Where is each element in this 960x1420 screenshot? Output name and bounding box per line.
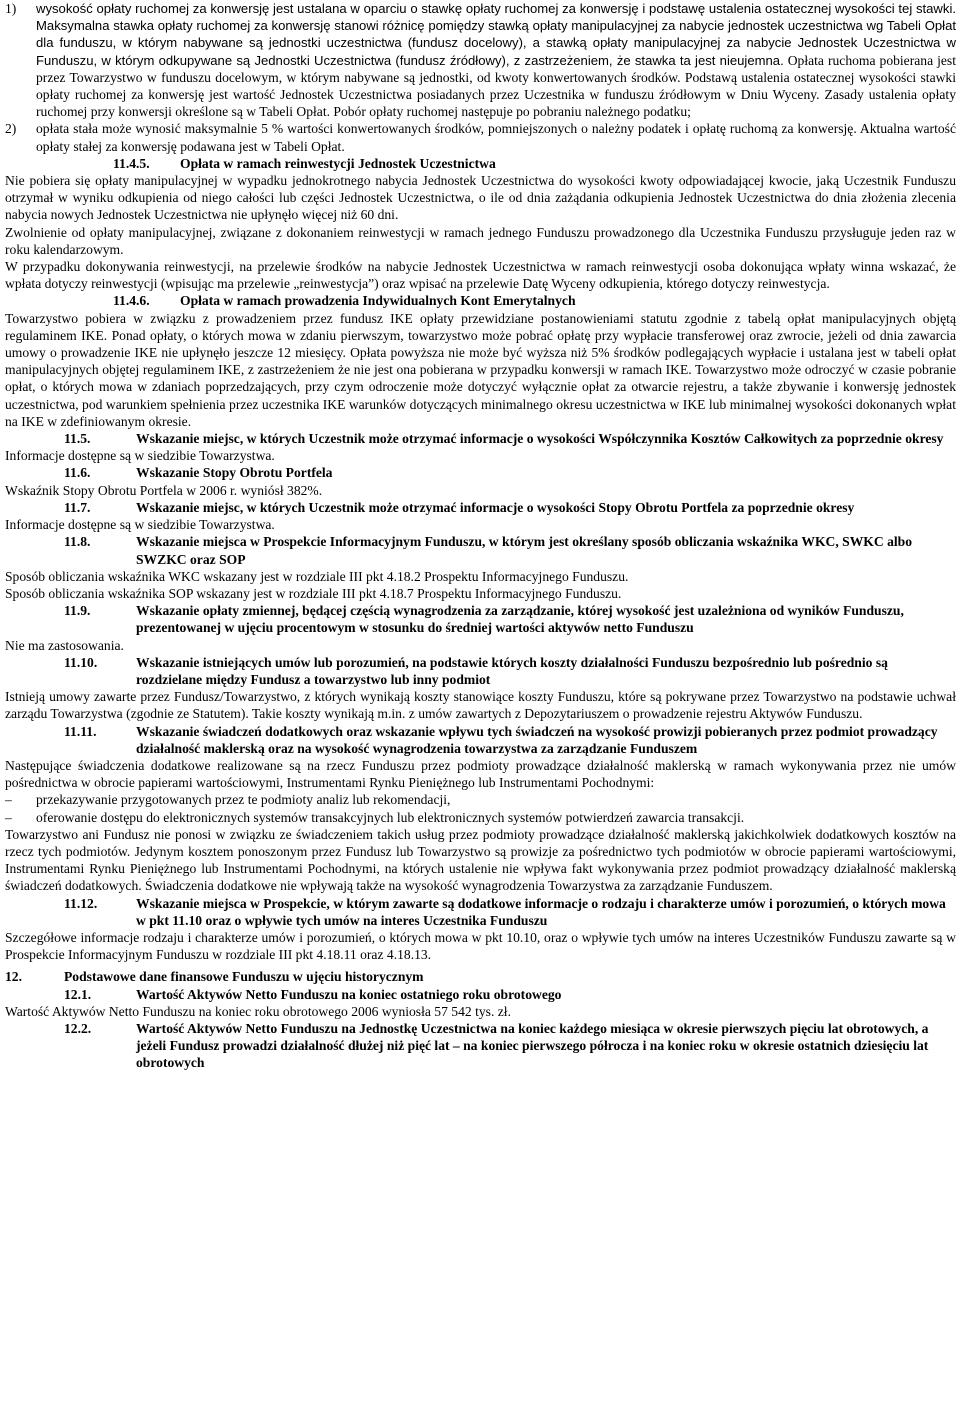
paragraph: Nie pobiera się opłaty manipulacyjnej w wypadku jednokrotnego nabycia Jednostek Uczestnictwa do wysokości kwoty odpowiadającej kwocie, jaką Uczestnik Funduszu otrzymał w wyniku odkupienia od niego całości lub części Jednostek Uczestnictwa, o ile od dnia zażądania odkupienia Jednostek Uczestnictwa do dnia złożenia zlecenia nabycia nowych Jednostek Uczestnictwa nie upłynęło więcej niż 60 dni. — [5, 173, 956, 223]
list-item — [5, 0, 956, 120]
section-number: 11.10. — [64, 654, 98, 670]
list-item-text: wysokość opłaty ruchomej za konwersję jest ustalana w oparciu o stawkę opłaty ruchomej za konwersję i podstawę ustalenia ostatecznej wysokości tej stawki. Maksymalna stawka opłaty ruchomej za konwersję stanowi różnicę pomiędzy stawką opłaty manipulacyjnej za nabycie jednostek uczestnictwa wg Tabeli Opłat dla funduszu, w którym nabywane są jednostki uczestnictwa (fundusz docelowy), a stawką opłaty manipulacyjnej za nabycie Jednostek Uczestnictwa w Funduszu, w którym odkupywane są Jednostki Uczestnictwa (fundusz źródłowy), z zastrzeżeniem, że stawka ta jest nieujemna. — [36, 1, 956, 68]
dash-marker: – — [5, 809, 12, 825]
paragraph: Następujące świadczenia dodatkowe realizowane są na rzecz Funduszu przez podmioty prowadzące działalność maklerską w ramach wykonywania przez nie umów pośrednictwa w obrocie papierami wartościowymi, Instrumentami Rynku Pieniężnego lub Instrumentami Pochodnymi: — [5, 757, 956, 791]
section-title: Wskazanie Stopy Obrotu Portfela — [136, 465, 333, 481]
section-number: 11.7. — [64, 499, 91, 515]
section-number: 11.11. — [64, 723, 97, 739]
paragraph: Sposób obliczania wskaźnika WKC wskazany jest w rozdziale III pkt 4.18.2 Prospektu Informacyjnego Funduszu. — [5, 568, 629, 584]
section-title: Wskazanie miejsc, w których Uczestnik może otrzymać informacje o wysokości Stopy Obrotu Portfela za poprzednie okresy — [136, 499, 855, 515]
section-title: Wskazanie miejsc, w których Uczestnik może otrzymać informacje o wysokości Współczynnika Kosztów Całkowitych za poprzednie okresy — [136, 431, 944, 447]
section-number: 11.4.6. — [113, 293, 150, 309]
section-heading — [5, 533, 956, 567]
section-heading — [5, 292, 956, 309]
section-heading — [5, 499, 956, 516]
paragraph: Sposób obliczania wskaźnika SOP wskazany jest w rozdziale III pkt 4.18.7 Prospektu Informacyjnego Funduszu. — [5, 585, 622, 601]
paragraph: Towarzystwo pobiera w związku z prowadzeniem przez fundusz IKE opłaty przewidziane postanowieniami statutu zgodnie z tabelą opłat manipulacyjnych objętą regulaminem IKE. Ponad opłaty, o których mowa w zdaniu pierwszym, towarzystwo może pobrać opłatę przy wypłacie transferowej oraz zwrocie, jeżeli od dnia zawarcia umowy o prowadzenie IKE nie upłynęło jeszcze 12 miesięcy. Opłata powyższa nie może być wyższa niż 5% środków podlegających wypłacie i ustalana jest w tabeli opłat manipulacyjnych objętej regulaminem IKE, z zastrzeżeniem że nie jest ona pobierana w przypadku konwersji w ramach IKE. Towarzystwo może odroczyć w czasie pobranie opłat, o których mowa w zdaniach poprzedzających, przy czym odroczenie może dotyczyć wyłącznie opłat za otwarcie rejestru, a także zbywanie i konwersję jednostek uczestnictwa, pod warunkiem spełnienia przez uczestnika IKE warunków dotyczących minimalnego okresu uczestnictwa w IKE lub minimalnej wysokości dokonanych wpłat na IKE w zdefiniowanym okresie. — [5, 310, 956, 429]
list-item-text: Opłata ruchoma pobierana jest przez Towarzystwo w funduszu docelowym, w którym nabywane są jednostki, od kwoty konwertowanych środków. Podstawą ustalenia ostatecznej wysokości stawki opłaty ruchomej za konwersję jest wartość Jednostek Uczestnictwa posiadanych przez Uczestnika w funduszu źródłowym w Dniu Wyceny. Zasady ustalenia opłaty ruchomej przy konwersji określone są w Tabeli Opłat. Pobór opłaty ruchomej następuje po pobraniu należnego podatku; — [36, 52, 956, 120]
section-heading — [5, 654, 956, 688]
section-title: Wskazanie miejsca w Prospekcie Informacyjnym Funduszu, w którym jest określany sposób obliczania wskaźnika WKC, SWKC albo SWZKC oraz SOP — [136, 534, 913, 567]
section-heading — [5, 155, 956, 172]
section-title: Wskazanie miejsca w Prospekcie, w którym zawarte są dodatkowe informacje o rodzaju i charakterze umów i porozumień, o których mowa w pkt 11.10 oraz o wpływie tych umów na interes Uczestnika Funduszu — [136, 895, 946, 928]
section-number: 11.9. — [64, 603, 91, 619]
section-heading — [5, 430, 956, 447]
list-item — [5, 120, 956, 154]
section-title: Wartość Aktywów Netto Funduszu na Jednostkę Uczestnictwa na koniec każdego miesiąca w okresie pierwszych pięciu lat obrotowych, a jeżeli Fundusz prowadzi działalność dłużej niż pięć lat – na koniec pierwszego półrocza i na koniec roku w okresie ostatnich dziesięciu lat obrotowych — [136, 1020, 929, 1071]
list-item-text: opłata stała może wynosić maksymalnie 5 % wartości konwertowanych środków, pomniejszonych o należny podatek i opłatę ruchomą za konwersję. Aktualna wartość opłaty stałej za konwersję podawana jest w Tabeli Opłat. — [36, 121, 956, 154]
paragraph: Zwolnienie od opłaty manipulacyjnej, związane z dokonaniem reinwestycji w ramach jednego Funduszu prowadzonego dla Uczestnika Funduszu przysługuje jeden raz w roku kalendarzowym. — [5, 224, 956, 257]
section-number: 12.2. — [64, 1020, 92, 1036]
section-number: 11.5. — [64, 431, 91, 447]
section-number: 11.12. — [64, 895, 98, 911]
paragraph: Wartość Aktywów Netto Funduszu na koniec roku obrotowego 2006 wyniosła 57 542 tys. zł. — [5, 1003, 511, 1019]
section-title: Wskazanie opłaty zmiennej, będącej częścią wynagrodzenia za zarządzanie, której wysokość jest uzależniona od wyników Funduszu, prezentowanej w ujęciu procentowym w stosunku do średniej wartości aktywów netto Funduszu — [136, 603, 904, 636]
section-heading — [5, 986, 956, 1003]
paragraph: Towarzystwo ani Fundusz nie ponosi w związku ze świadczeniem takich usług przez podmioty prowadzące działalność maklerską jakichkolwiek dodatkowych kosztów na rzecz tych podmiotów. Jedynym kosztem ponoszonym przez Fundusz lub Towarzystwo są prowizje za pośrednictwo tych podmiotów w obrocie papierami wartościowymi, Instrumentami Rynku Pieniężnego lub Instrumentami Pochodnymi, na których ustalenie nie wpływa fakt wykonywania przez podmiot prowadzący działalność maklerską świadczeń dodatkowych. Świadczenia dodatkowe nie wpływają także na wysokość wynagrodzenia Towarzystwa za zarządzanie Funduszem. — [5, 826, 956, 894]
section-heading — [5, 895, 956, 929]
section-title: Opłata w ramach prowadzenia Indywidualnych Kont Emerytalnych — [180, 293, 576, 309]
section-number: 11.4.5. — [113, 155, 150, 171]
list-item — [5, 809, 956, 826]
section-heading — [5, 723, 956, 757]
list-marker: 2) — [5, 121, 17, 137]
section-number: 12. — [5, 969, 22, 985]
section-number: 12.1. — [64, 986, 92, 1002]
section-heading — [5, 464, 956, 481]
section-heading — [5, 1020, 956, 1072]
section-number: 11.6. — [64, 465, 91, 481]
section-heading — [5, 602, 956, 636]
chapter-heading — [5, 968, 956, 985]
paragraph: Nie ma zastosowania. — [5, 637, 124, 653]
section-title: Wskazanie istniejących umów lub porozumień, na podstawie których koszty działalności Funduszu bezpośrednio lub pośrednio są rozdzielane między Fundusz a towarzystwo lub inny podmiot — [136, 654, 888, 687]
list-item-text: przekazywanie przygotowanych przez te podmioty analiz lub rekomendacji, — [36, 792, 451, 808]
list-item — [5, 791, 956, 808]
paragraph: Informacje dostępne są w siedzibie Towarzystwa. — [5, 517, 275, 533]
paragraph: Informacje dostępne są w siedzibie Towarzystwa. — [5, 448, 275, 464]
dash-marker: – — [5, 792, 12, 808]
paragraph: Wskaźnik Stopy Obrotu Portfela w 2006 r. wyniósł 382%. — [5, 482, 323, 498]
section-title: Podstawowe dane finansowe Funduszu w ujęciu historycznym — [64, 969, 424, 985]
paragraph: Szczegółowe informacje rodzaju i charakterze umów i porozumień, o których mowa w pkt 10.10, oraz o wpływie tych umów na interes Uczestników Funduszu zawarte są w Prospekcie Informacyjnym Funduszu w rozdziale III pkt 4.18.11 oraz 4.18.13. — [5, 929, 956, 963]
section-title: Opłata w ramach reinwestycji Jednostek Uczestnictwa — [180, 155, 496, 171]
paragraph: W przypadku dokonywania reinwestycji, na przelewie środków na nabycie Jednostek Uczestnictwa w ramach reinwestycji osoba dokonująca wpłaty winna wskazać, że wpłata dotyczy reinwestycji (wpisując ma przelewie „reinwestycja”) oraz wpisać na przelewie Datę Wyceny odkupienia, którego dotyczy reinwestycja. — [5, 259, 956, 292]
list-item-text: oferowanie dostępu do elektronicznych systemów transakcyjnych lub elektronicznych systemów potwierdzeń zawarcia transakcji. — [36, 809, 745, 825]
section-title: Wskazanie świadczeń dodatkowych oraz wskazanie wpływu tych świadczeń na wysokość prowizji pobieranych przez podmiot prowadzący działalność maklerską oraz na wysokość wynagrodzenia towarzystwa za zarządzanie Funduszem — [136, 723, 938, 756]
list-marker: 1) — [5, 1, 17, 16]
section-number: 11.8. — [64, 534, 91, 550]
section-title: Wartość Aktywów Netto Funduszu na koniec ostatniego roku obrotowego — [136, 986, 562, 1002]
paragraph: Istnieją umowy zawarte przez Fundusz/Towarzystwo, z których wynikają koszty stanowiące koszty Funduszu, które są pokrywane przez Towarzystwo na podstawie uchwał zarządu Towarzystwa (zgodnie ze Statutem). Takie koszty wynikają m.in. z umów zawartych z Depozytariuszem o prowadzenie rejestru Aktywów Funduszu. — [5, 689, 956, 722]
